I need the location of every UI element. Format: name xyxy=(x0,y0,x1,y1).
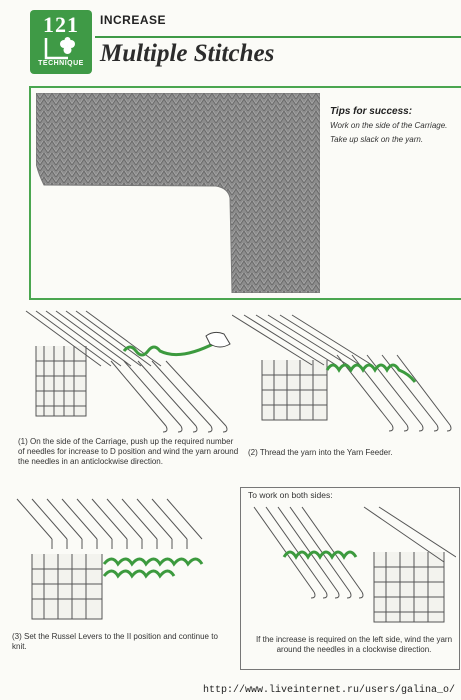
step2-caption: (2) Thread the yarn into the Yarn Feeder. xyxy=(248,448,393,457)
both-sides-title: To work on both sides: xyxy=(248,490,333,500)
tips-title: Tips for success: xyxy=(330,106,413,117)
header-rule xyxy=(95,36,461,38)
step3-illustration xyxy=(12,494,238,624)
both-sides-illustration xyxy=(244,502,456,628)
watermark-url: http://www.liveinternet.ru/users/galina_o/ xyxy=(202,685,455,696)
step2-illustration xyxy=(232,310,460,440)
technique-number: 121 xyxy=(43,12,79,37)
step3-caption: (3) Set the Russel Levers to the II position and continue to knit. xyxy=(12,632,218,651)
technique-label: TECHNIQUE xyxy=(38,60,84,67)
tip-line: Work on the side of the Carriage. xyxy=(330,121,448,130)
step1-illustration xyxy=(16,306,238,438)
tip-line: Take up slack on the yarn. xyxy=(330,135,424,144)
knitted-fabric-photo xyxy=(36,93,320,293)
clover-icon xyxy=(40,34,82,60)
tips-box xyxy=(330,106,458,145)
page-title: Multiple Stitches xyxy=(100,40,275,67)
category-heading: INCREASE xyxy=(100,13,167,27)
both-sides-caption: If the increase is required on the left side, wind the yarn around the needles in a clockwise direction. xyxy=(255,635,453,654)
technique-badge xyxy=(30,10,92,74)
step1-caption: (1) On the side of the Carriage, push up the required number of needles for increase to D position and wind the yarn around the needles in an anticlockwise direction. xyxy=(18,437,239,466)
